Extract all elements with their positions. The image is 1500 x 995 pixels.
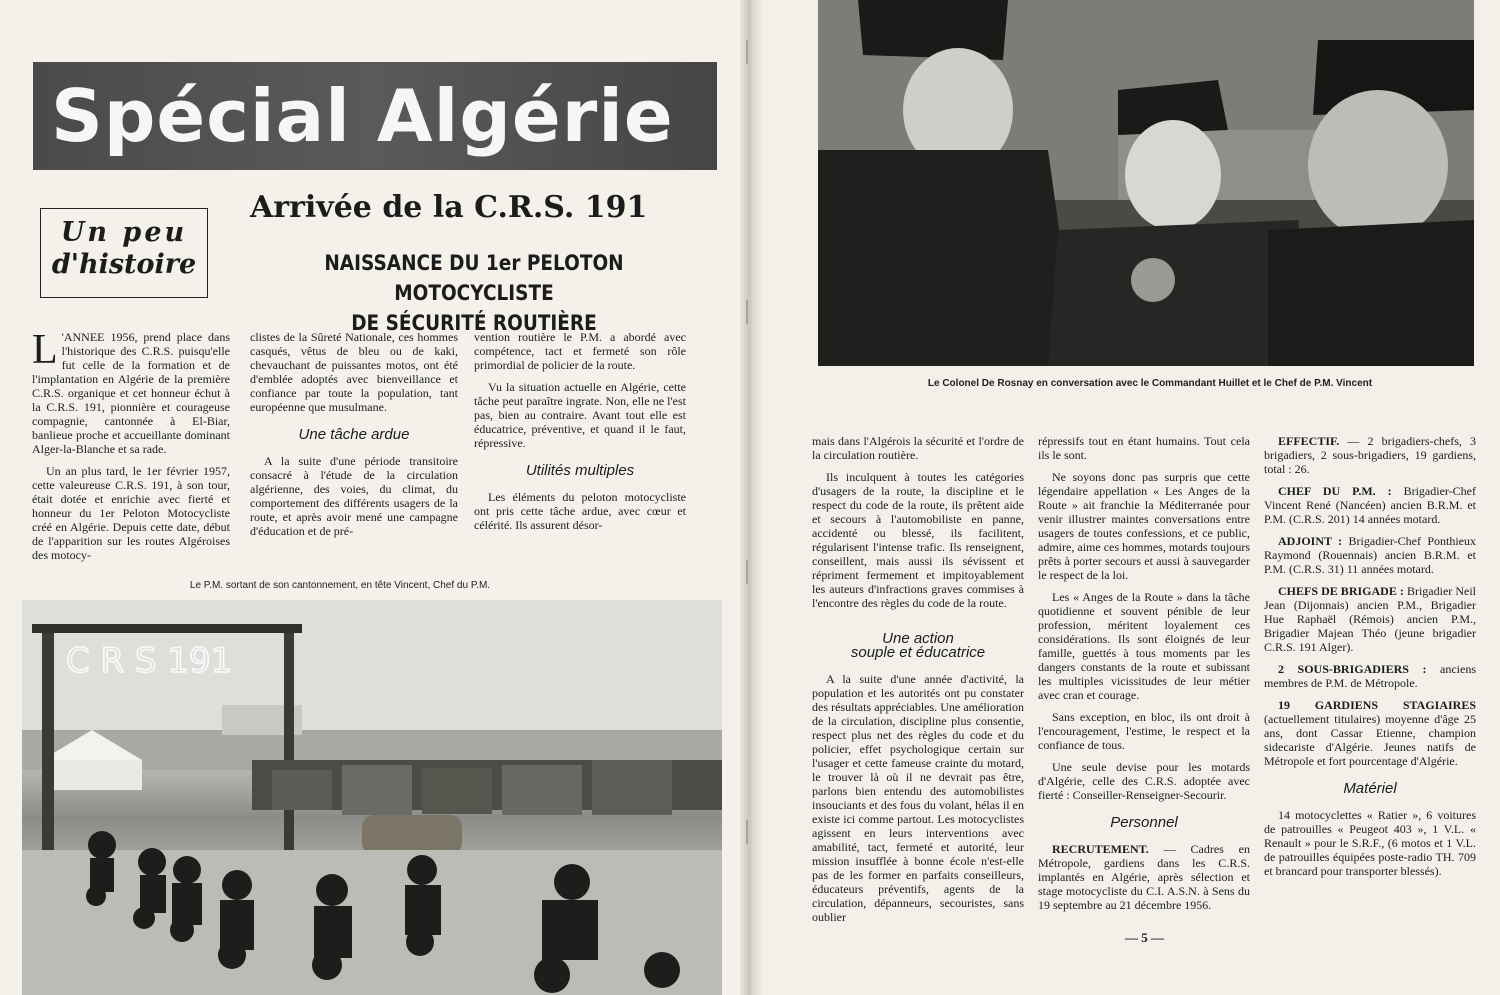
- paragraph-text: — Cadres en Métropole, gardiens dans les C.R.S. implantés en Algérie, après sélection et stage motocycliste du C.I. A.S.N. à Sens du 19 septembre au 21 décembre 1956.: [1038, 842, 1250, 912]
- paragraph-lead: RECRUTEMENT.: [1052, 842, 1149, 856]
- paragraph-lead: ADJOINT :: [1278, 534, 1343, 548]
- photo-caption-officers: Le Colonel De Rosnay en conversation avec le Commandant Huillet et le Chef de P.M. Vincent: [927, 378, 1373, 389]
- photo-motorcycle-platoon: [22, 600, 722, 995]
- section-heading: Personnel: [1110, 814, 1178, 831]
- paragraph-lead: EFFECTIF.: [1278, 434, 1340, 448]
- paragraph: [1264, 534, 1476, 576]
- paragraph-text: Brigadier-Chef Ponthieux Raymond (Rouennais) ancien B.R.M. et P.M. (C.R.S. 31) 11 années motard.: [1264, 534, 1476, 576]
- subhead-line-1: NAISSANCE DU 1er PELOTON MOTOCYCLISTE: [324, 251, 624, 305]
- paragraph: Ne soyons donc pas surpris que cette légendaire appellation « Les Anges de la Route » ait franchie la Méditerranée pour venir illustrer maintes conversations entre usagers de toutes confessions, et ce public, admire, aime ces hommes, motards toujours prêts à porter secours et aussi à sauvegarder le respect de la loi.: [1038, 470, 1250, 582]
- paragraph: [1038, 842, 1250, 912]
- paragraph-lead: 19 GARDIENS STAGIAIRES: [1278, 698, 1476, 712]
- paragraph: vention routière le P.M. a abordé avec compétence, tact et fermeté son rôle primordial de policier de la route.: [474, 330, 686, 372]
- paragraph-text: 'ANNEE 1956, prend place dans l'historique des C.R.S. puisqu'elle fut celle de la formation et de l'implantation en Algérie de la première C.R.S. organique et cet honneur échut à la C.R.S. 191, pionnière et courageuse compagnie, cantonnée à El-Biar, banlieue proche et accueillante dominant Alger-la-Blanche et sa rade.: [32, 330, 230, 456]
- paragraph: mais dans l'Algérois la sécurité et l'ordre de la circulation routière.: [812, 434, 1024, 462]
- photo-officers-conversation: [818, 0, 1474, 366]
- paragraph: Ils inculquent à toutes les catégories d'usagers de la route, la discipline et le respect du code de la route, ils prêtent aide et secours à l'automobiliste en panne, accidenté ou blessé, ils facilitent, régularisent l'intense trafic. Ils renseignent, conseillent, mais aussi ils sévissent et répriment fermement et impitoyablement les auteurs d'infractions graves commises à l'encontre des règles du code de la route.: [812, 470, 1024, 610]
- section-heading: Matériel: [1343, 780, 1397, 797]
- paragraph-lead: 2 SOUS-BRIGADIERS :: [1278, 662, 1427, 676]
- section-heading: Une tâche ardue: [298, 426, 410, 443]
- section-heading: [812, 632, 1024, 660]
- paragraph: clistes de la Sûreté Nationale, ces hommes casqués, vêtus de bleu ou de kaki, chevauchant de puissantes motos, ont été d'emblée adoptés avec bienveillance et confiance par toute la population, tant européenne que musulmane.: [250, 330, 458, 414]
- binding-stitch: [746, 820, 758, 844]
- paragraph-text: (actuellement titulaires) moyenne d'âge 25 ans, dont Cassar Etienne, champion sidecariste d'Algérie. Jeunes natifs de Métropole et fort pourcentage d'Algérie.: [1264, 712, 1476, 768]
- section-heading-line-1: Une action: [882, 630, 954, 647]
- history-line-1: Un peu: [60, 217, 188, 248]
- subhead-line-2: DE SÉCURITÉ ROUTIÈRE: [351, 311, 597, 335]
- right-column-2: [1038, 434, 1250, 920]
- paragraph: Vu la situation actuelle en Algérie, cette tâche peut paraître ingrate. Non, elle ne l'est pas, bien au contraire. Avant tout elle est éducatrice, préventive, et quand il le faut, répressive.: [474, 380, 686, 450]
- paragraph: [1264, 434, 1476, 476]
- title-banner: [33, 62, 717, 170]
- paragraph-text: Brigadier-Chef Vincent René (Nancéen) ancien B.R.M. et P.M. (C.R.S. 201) 14 années motard.: [1264, 484, 1476, 526]
- paragraph: répressifs tout en étant humains. Tout cela ils le sont.: [1038, 434, 1250, 462]
- article-headline: Arrivée de la C.R.S. 191: [250, 190, 648, 225]
- banner-title: Spécial Algérie: [51, 74, 674, 158]
- history-box: [40, 208, 208, 298]
- section-heading: Utilités multiples: [525, 462, 635, 479]
- paragraph: [32, 327, 230, 456]
- section-heading-line-2: souple et éducatrice: [850, 644, 986, 661]
- binding-stitch: [746, 40, 758, 64]
- left-column-1: [32, 327, 230, 570]
- paragraph-text: Brigadier Neil Jean (Dijonnais) ancien P.M., Brigadier Hue Raphaël (Rémois) ancien P.M., Brigadier Majean Théo (jeune brigadier C.R.S. 191 Alger).: [1264, 584, 1476, 654]
- paragraph-lead: CHEF DU P.M. :: [1278, 484, 1392, 498]
- paragraph: Une seule devise pour les motards d'Algérie, celle des C.R.S. adoptée avec fierté : Conseiller-Renseigner-Secourir.: [1038, 760, 1250, 802]
- right-column-3: [1264, 434, 1476, 886]
- paragraph: [1264, 662, 1476, 690]
- article-subhead: [268, 248, 680, 338]
- paragraph: [1264, 584, 1476, 654]
- paragraph: Les éléments du peloton motocycliste ont pris cette tâche ardue, avec cœur et célérité. Ils assurent désor-: [474, 490, 686, 532]
- page-number: — 5 —: [1125, 930, 1164, 945]
- paragraph-text: — 2 brigadiers-chefs, 3 brigadiers, 2 sous-brigadiers, 19 gardiens, total : 26.: [1264, 434, 1476, 476]
- paragraph-text: anciens membres de P.M. de Métropole.: [1264, 662, 1477, 690]
- paragraph: Un an plus tard, le 1er février 1957, cette valeureuse C.R.S. 191, à son tour, était dotée et enrichie avec fierté et honneur du 1er Peloton Motocycliste créé en Algérie. Depuis cette date, début de l'apparition sur les routes Algéroises des motocy-: [32, 464, 230, 562]
- left-column-3: [474, 330, 686, 540]
- photo-illustration: [22, 600, 722, 995]
- binding-spine: [740, 0, 762, 995]
- photo-caption-motorcycles: Le P.M. sortant de son cantonnement, en tête Vincent, Chef du P.M.: [189, 580, 491, 591]
- binding-stitch: [746, 300, 758, 324]
- paragraph-lead: CHEFS DE BRIGADE :: [1278, 584, 1404, 598]
- drop-cap: L: [32, 327, 58, 373]
- paragraph: [1264, 698, 1476, 768]
- paragraph: Sans exception, en bloc, ils ont droit à l'encouragement, l'estime, le respect et la confiance de tous.: [1038, 710, 1250, 752]
- photo-illustration: [818, 0, 1474, 366]
- history-line-2: d'histoire: [51, 249, 197, 280]
- paragraph: A la suite d'une année d'activité, la population et les autorités ont pu constater des résultats appréciables. Une amélioration de la circulation, discipline plus consentie, respect plus net des règles du code et du policier, effet psychologique certain sur l'usager et cette fameuse crainte du motard, le trouver là où il ne devrait pas être, parlons bien entendu des automobilistes insouciants et des fous du volant, hélas il en existe ici comme partout. Les motocyclistes agissent en leurs interventions avec amabilité, tact, fermeté et autorité, leur mission insufflée à bonne école n'est-elle pas de les former en parfaits conseilleurs, éducateurs préventifs, agents de la circulation, dépanneurs, secouristes, sans oublier: [812, 672, 1024, 924]
- right-column-1: [812, 434, 1024, 932]
- gate-sign: C R S 191: [66, 641, 233, 681]
- binding-stitch: [746, 560, 758, 584]
- paragraph: Les « Anges de la Route » dans la tâche quotidienne et souvent pénible de leur profession, méritent loyalement ces considérations. Ils sont éloignés de leur famille, guettés à tous moments par les dangers constants de la route et subissant les multiples vicissitudes de leur métier avec cran et courage.: [1038, 590, 1250, 702]
- paragraph: [1264, 484, 1476, 526]
- paragraph: A la suite d'une période transitoire consacré à l'étude de la circulation algérienne, des voies, du climat, du comportement des différents usagers de la route, et après avoir mené une campagne d'éducation et de pré-: [250, 454, 458, 538]
- paragraph: 14 motocyclettes « Ratier », 6 voitures de patrouilles « Peugeot 403 », 1 V.L. « Renault » pour le S.R.F., (6 motos et 1 V.L. de patrouilles équipées poste-radio TH. 709 et brancard pour transporter blessés).: [1264, 808, 1476, 878]
- left-column-2: [250, 330, 458, 546]
